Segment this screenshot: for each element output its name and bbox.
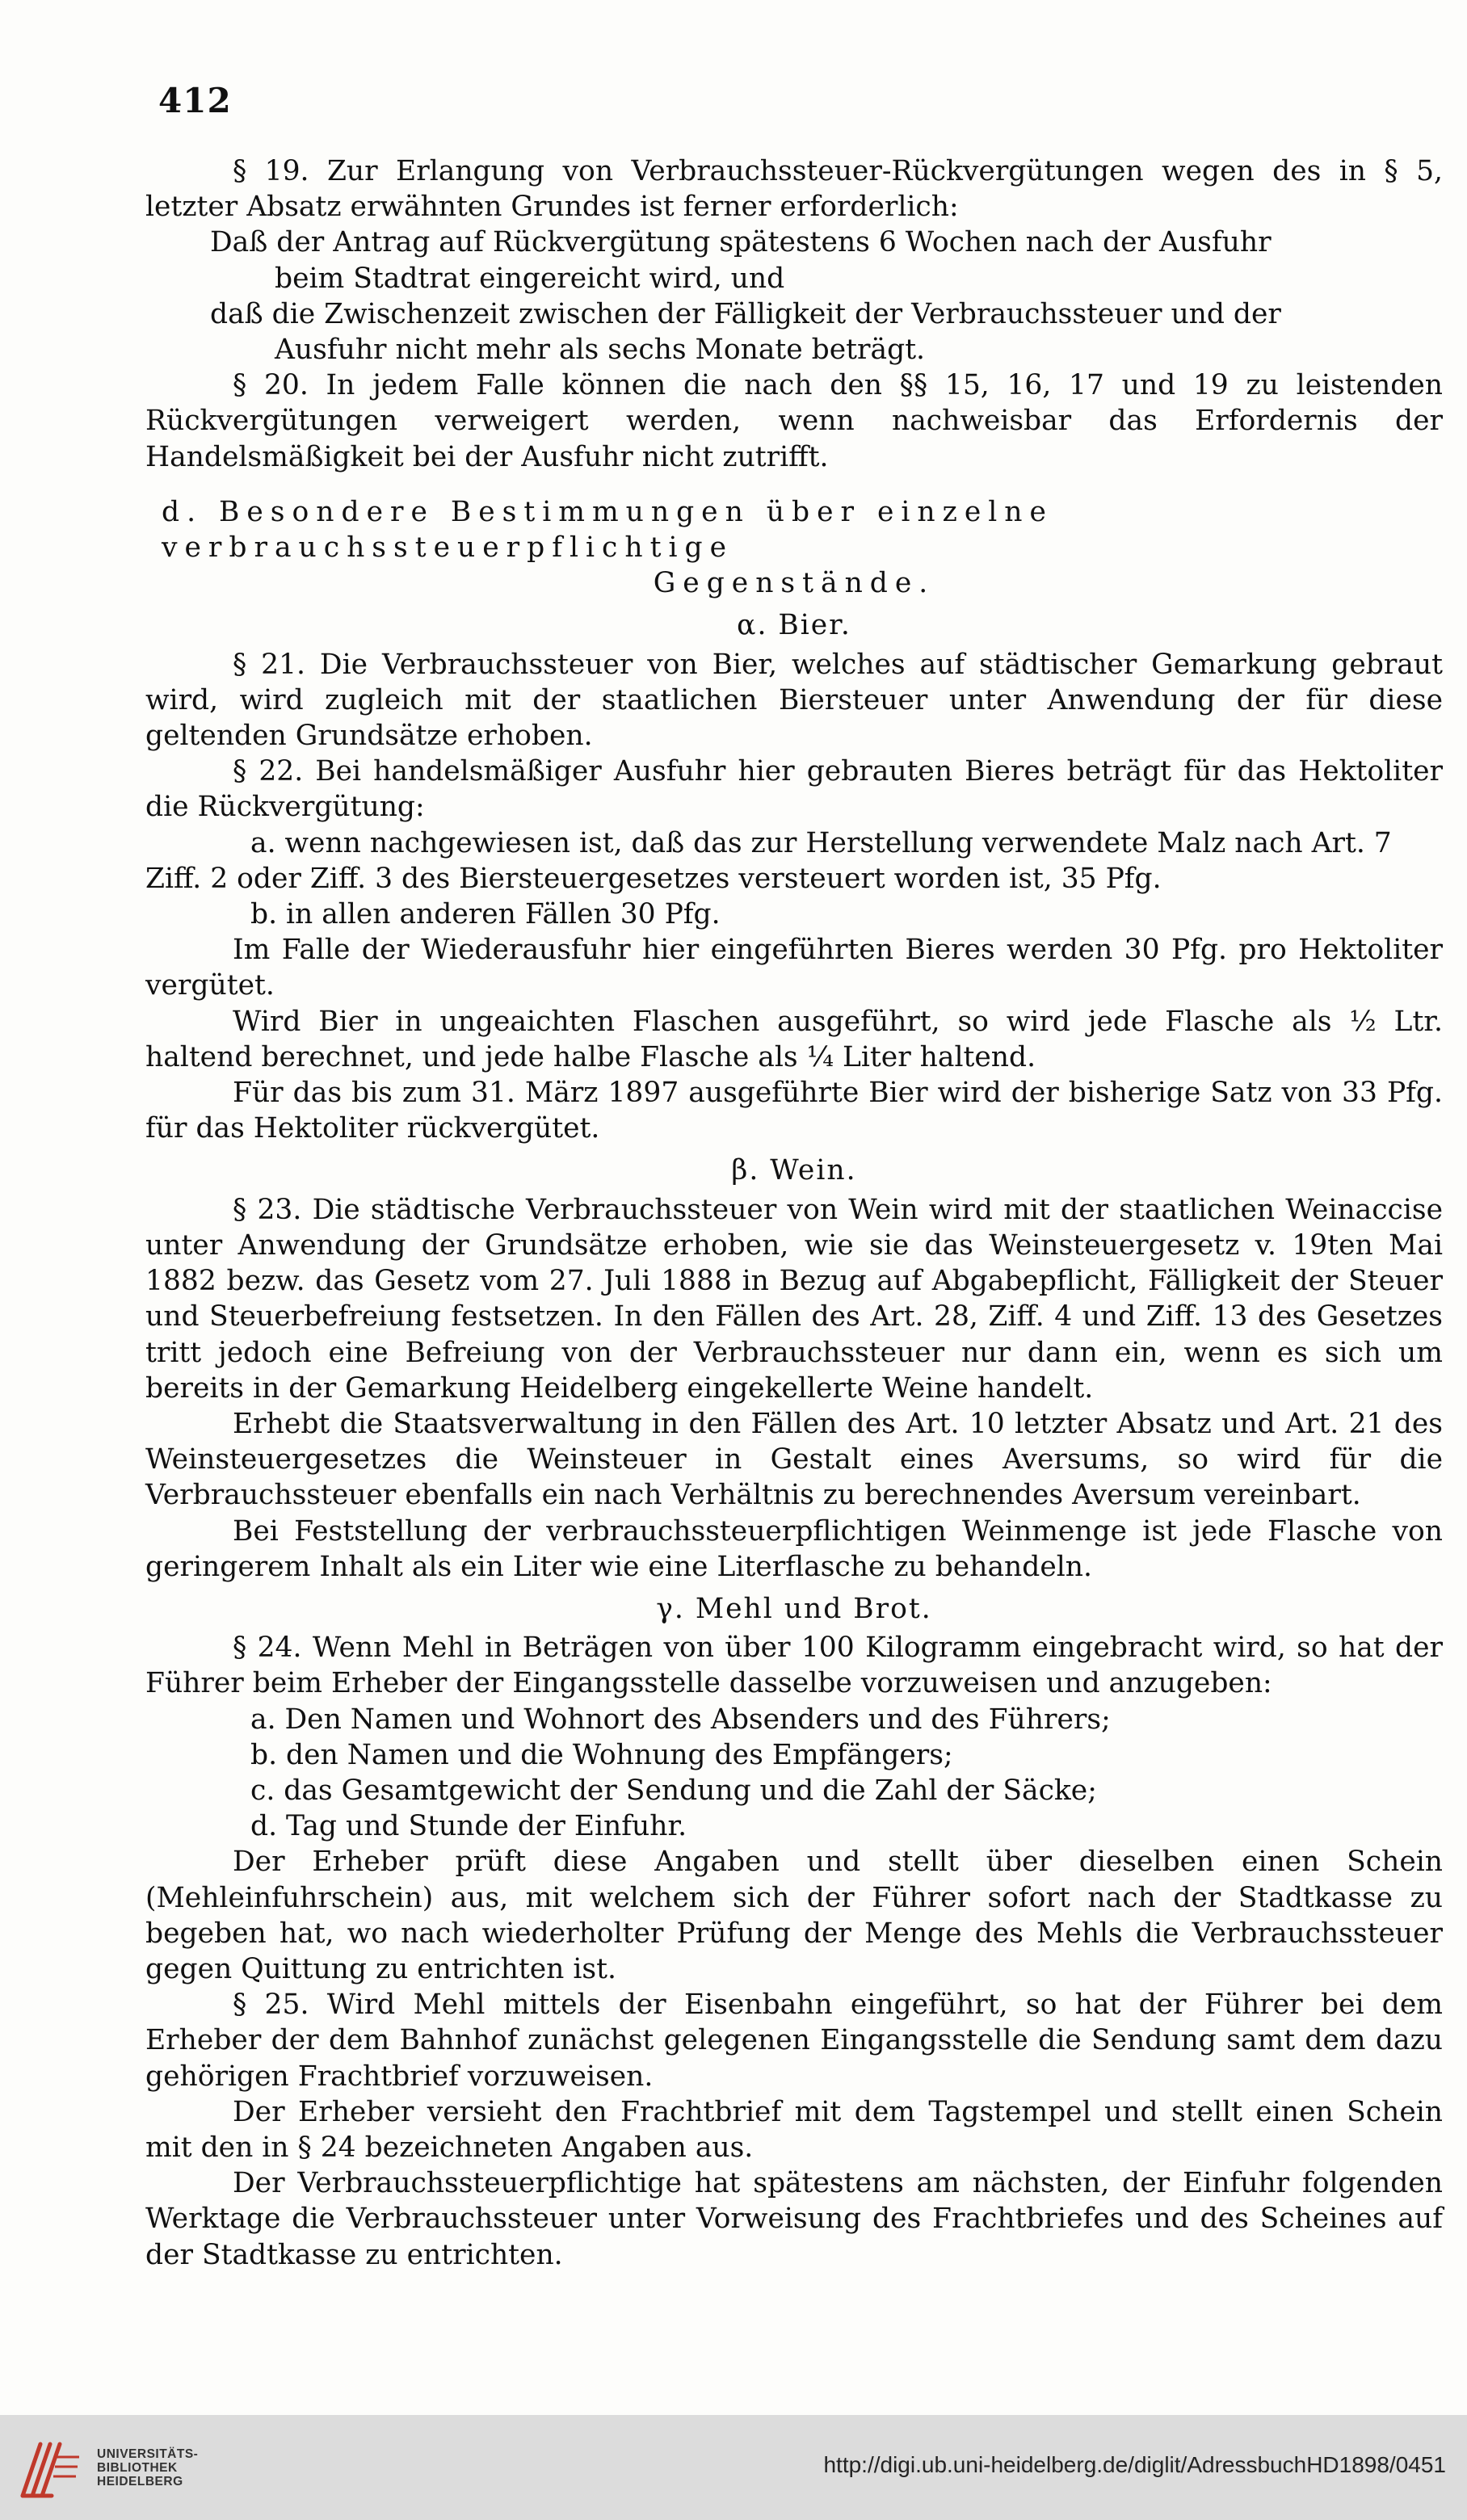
paragraph: Der Erheber prüft diese Angaben und stellt über dieselben einen Schein (Mehleinfuhrschein) aus, mit welchem sich der Führer sofort nach der Stadtkasse zu begeben hat, wo nach wiederholter Prüfung der Menge des Mehls die Verbrauchssteuer gegen Quittung zu entrichten ist. [145,1846,1443,1985]
paragraph: Der Erheber versieht den Frachtbrief mit dem Tagstempel und stellt einen Schein mit den in § 24 bezeichneten Angaben aus. [145,2095,1443,2164]
paragraph: α. Bier. [737,609,851,642]
footer-bar [0,2415,1467,2520]
logo-line-1: UNIVERSITÄTS- [97,2447,199,2461]
body-text [145,153,1443,2273]
paragraph: daß die Zwischenzeit zwischen der Fälligkeit der Verbrauchssteuer und der [210,297,1281,330]
paragraph: § 21. Die Verbrauchssteuer von Bier, welches auf städtischer Gemarkung gebraut wird, wird zugleich mit der staatlichen Biersteuer unter Anwendung der für diese geltenden Grundsätze erhoben. [145,648,1443,753]
university-library-logo-icon[interactable] [16,2433,86,2502]
page-number: 412 [158,81,232,120]
logo-line-3: HEIDELBERG [97,2475,183,2488]
paragraph: d. Besondere Bestimmungen über einzelne verbrauchssteuerpflichtige [162,495,1053,565]
paragraph: § 19. Zur Erlangung von Verbrauchssteuer-Rückvergütungen wegen des in § 5, letzter Absatz erwähnten Grundes ist ferner erforderlich: [145,155,1443,224]
paragraph: Gegenstände. [653,567,935,600]
paragraph: Für das bis zum 31. März 1897 ausgeführte Bier wird der bisherige Satz von 33 Pfg. für das Hektoliter rückvergütet. [145,1077,1443,1145]
university-library-name [97,2447,198,2488]
paragraph: Erhebt die Staatsverwaltung in den Fällen des Art. 10 letzter Absatz und Art. 21 des Weinsteuergesetzes die Weinsteuer in Gestalt eines Aversums, so wird für die Verbrauchssteuer ebenfalls ein nach Verhältnis zu berechnendes Aversum vereinbart. [145,1407,1443,1512]
paragraph: § 23. Die städtische Verbrauchssteuer von Wein wird mit der staatlichen Weinaccise unter Anwendung der Grundsätze erhoben, wie sie das Weinsteuergesetz v. 19ten Mai 1882 bezw. das Gesetz vom 27. Juli 1888 in Bezug auf Abgabepflicht, Fälligkeit der Steuer und Steuerbefreiung festsetzen. In den Fällen des Art. 28, Ziff. 4 und Ziff. 13 des Gesetzes tritt jedoch eine Befreiung von der Verbrauchssteuer nur dann ein, wenn es sich um bereits in der Gemarkung Heidelberg eingekellerte Weine handelt. [145,1193,1443,1405]
permalink-url[interactable]: http://digi.ub.uni-heidelberg.de/diglit/AdressbuchHD1898/0451 [823,2452,1446,2477]
paragraph: Ziff. 2 oder Ziff. 3 des Biersteuergesetzes versteuert worden ist, 35 Pfg. [145,862,1162,895]
paragraph: γ. Mehl und Brot. [656,1592,932,1625]
paragraph: § 20. In jedem Falle können die nach den §§ 15, 16, 17 und 19 zu leistenden Rückvergütungen verweigert werden, wenn nachweisbar das Erfordernis der Handelsmäßigkeit bei der Ausfuhr nicht zutrifft. [145,369,1443,473]
paragraph: Im Falle der Wiederausfuhr hier eingeführten Bieres werden 30 Pfg. pro Hektoliter vergütet. [145,934,1443,1002]
paragraph: b. in allen anderen Fällen 30 Pfg. [250,898,721,931]
paragraph: Bei Feststellung der verbrauchssteuerpflichtigen Weinmenge ist jede Flasche von geringerem Inhalt als ein Liter wie eine Literflasche zu behandeln. [145,1514,1443,1583]
paragraph: § 24. Wenn Mehl in Beträgen von über 100 Kilogramm eingebracht wird, so hat der Führer beim Erheber der Eingangsstelle dasselbe vorzuweisen und anzugeben: [145,1632,1443,1700]
paragraph: β. Wein. [731,1154,857,1187]
paragraph: § 22. Bei handelsmäßiger Ausfuhr hier gebrauten Bieres beträgt für das Hektoliter die Rückvergütung: [145,755,1443,824]
paragraph: c. das Gesamtgewicht der Sendung und die Zahl der Säcke; [250,1774,1097,1807]
paragraph: a. Den Namen und Wohnort des Absenders und des Führers; [250,1703,1111,1736]
paragraph: § 25. Wird Mehl mittels der Eisenbahn eingeführt, so hat der Führer bei dem Erheber der dem Bahnhof zunächst gelegenen Eingangsstelle die Sendung samt dem dazu gehörigen Frachtbrief vorzuweisen. [145,1989,1443,2093]
paragraph: d. Tag und Stunde der Einfuhr. [250,1810,687,1843]
paragraph: Daß der Antrag auf Rückvergütung spätestens 6 Wochen nach der Ausfuhr [210,226,1272,259]
paragraph: a. wenn nachgewiesen ist, daß das zur Herstellung verwendete Malz nach Art. 7 [250,826,1392,859]
paragraph: Der Verbrauchssteuerpflichtige hat spätestens am nächsten, der Einfuhr folgenden Werktage die Verbrauchssteuer unter Vorweisung des Frachtbriefes und des Scheines auf der Stadtkasse zu entrichten. [145,2167,1443,2271]
logo-line-2: BIBLIOTHEK [97,2461,178,2475]
paragraph: Wird Bier in ungeaichten Flaschen ausgeführt, so wird jede Flasche als ½ Ltr. haltend berechnet, und jede halbe Flasche als ¼ Liter haltend. [145,1005,1443,1073]
paragraph: b. den Namen und die Wohnung des Empfängers; [250,1738,953,1771]
paragraph: beim Stadtrat eingereicht wird, und [275,262,785,295]
paragraph: Ausfuhr nicht mehr als sechs Monate beträgt. [275,334,926,367]
